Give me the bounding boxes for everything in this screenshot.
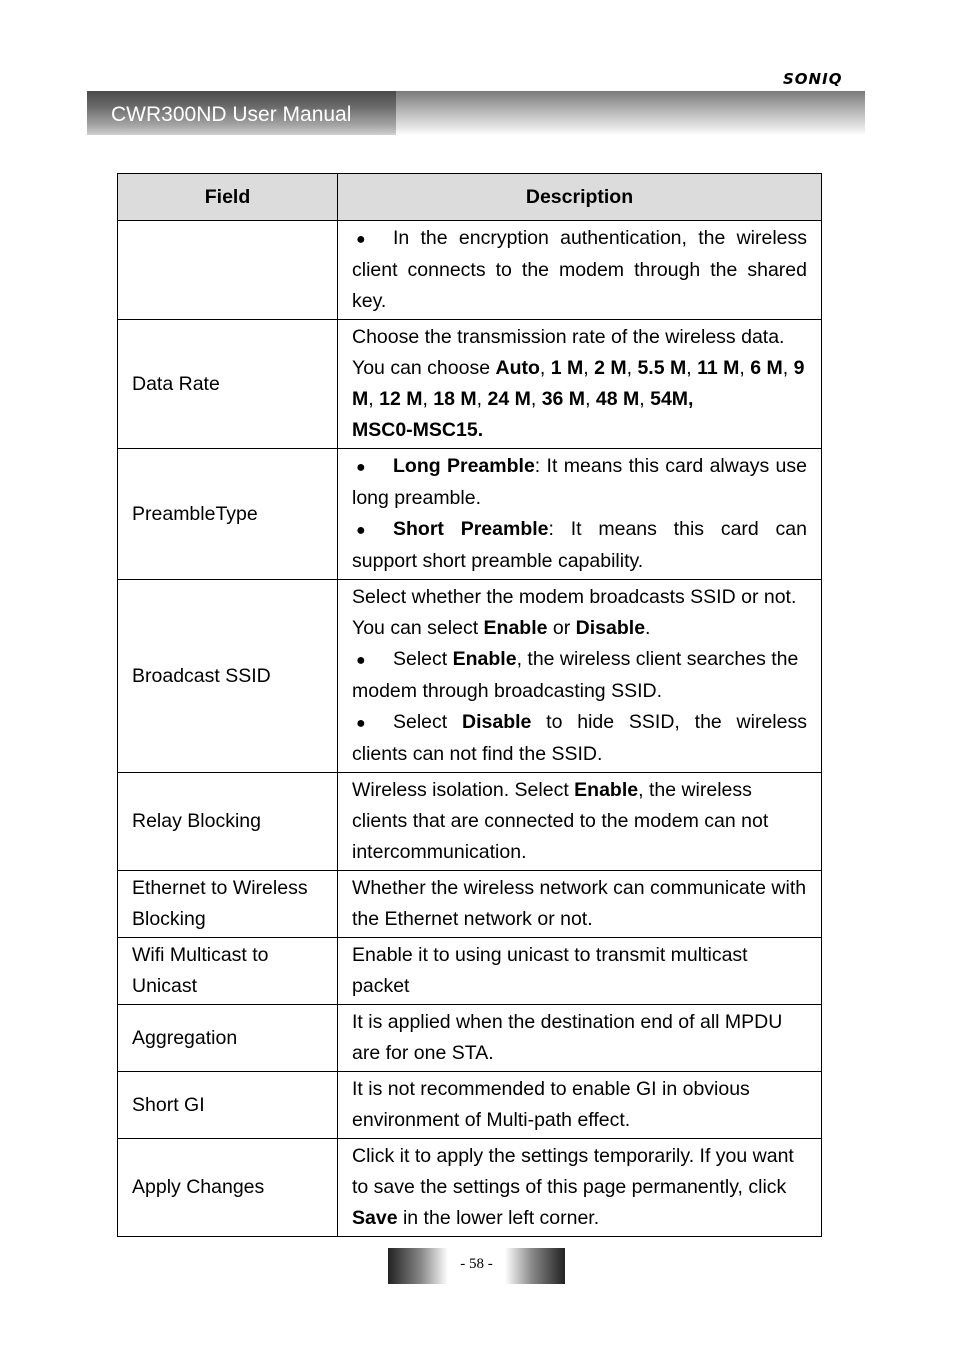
- description-cell: Choose the transmission rate of the wireless data. You can choose Auto, 1 M, 2 M, 5.5 M, 11 M, 6 M, 9 M, 12 M, 18 M, 24 M, 36 M, 48 M, 54M, MSC0-MSC15.: [338, 320, 822, 449]
- table-row: [118, 1005, 822, 1072]
- description-cell: Wireless isolation. Select Enable, the wireless clients that are connected to the modem can not intercommunication.: [338, 773, 822, 871]
- bullet-icon: [352, 514, 393, 546]
- description-cell: It is applied when the destination end of all MPDU are for one STA.: [338, 1005, 822, 1072]
- field-cell: Relay Blocking: [118, 773, 338, 871]
- footer-gradient-left: [388, 1248, 448, 1284]
- table-row: [118, 1139, 822, 1237]
- table-row: [118, 773, 822, 871]
- table-row: [118, 320, 822, 449]
- field-cell: Short GI: [118, 1072, 338, 1139]
- table-row: [118, 871, 822, 938]
- description-cell: Whether the wireless network can communicate with the Ethernet network or not.: [338, 871, 822, 938]
- bullet-icon: [352, 223, 393, 255]
- description-column-header: Description: [338, 174, 822, 221]
- description-cell: Click it to apply the settings temporarily. If you want to save the settings of this page permanently, click Save in the lower left corner.: [338, 1139, 822, 1237]
- page-number: - 58 -: [460, 1256, 493, 1272]
- table-row: [118, 449, 822, 580]
- field-cell: [118, 221, 338, 320]
- description-cell: Select whether the modem broadcasts SSID or not. You can select Enable or Disable. ●Select Enable, the wireless client searches the modem through broadcasting SSID. ●Select Disable to hide SSID, the wireless clients can not find the SSID.: [338, 580, 822, 773]
- field-cell: Ethernet to Wireless Blocking: [118, 871, 338, 938]
- field-cell: Broadcast SSID: [118, 580, 338, 773]
- manual-title: CWR300ND User Manual: [111, 103, 352, 126]
- field-cell: Wifi Multicast to Unicast: [118, 938, 338, 1005]
- table-row: [118, 221, 822, 320]
- description-cell: ●In the encryption authentication, the wireless client connects to the modem through the shared key.: [338, 221, 822, 320]
- bullet-icon: [352, 451, 393, 483]
- description-cell: Enable it to using unicast to transmit multicast packet: [338, 938, 822, 1005]
- field-cell: PreambleType: [118, 449, 338, 580]
- bullet-icon: [352, 644, 393, 676]
- field-cell: Apply Changes: [118, 1139, 338, 1237]
- table-row: [118, 938, 822, 1005]
- description-cell: ●Long Preamble: It means this card always use long preamble. ●Short Preamble: It means this card can support short preamble capability.: [338, 449, 822, 580]
- table-row: [118, 1072, 822, 1139]
- table-header-row: [118, 174, 822, 221]
- field-cell: Data Rate: [118, 320, 338, 449]
- footer-gradient-right: [505, 1248, 565, 1284]
- bullet-icon: [352, 707, 393, 739]
- settings-table: [117, 173, 822, 1237]
- field-column-header: Field: [118, 174, 338, 221]
- field-cell: Aggregation: [118, 1005, 338, 1072]
- brand-logo: SONIQ: [783, 70, 843, 88]
- table-row: [118, 580, 822, 773]
- description-cell: It is not recommended to enable GI in obvious environment of Multi-path effect.: [338, 1072, 822, 1139]
